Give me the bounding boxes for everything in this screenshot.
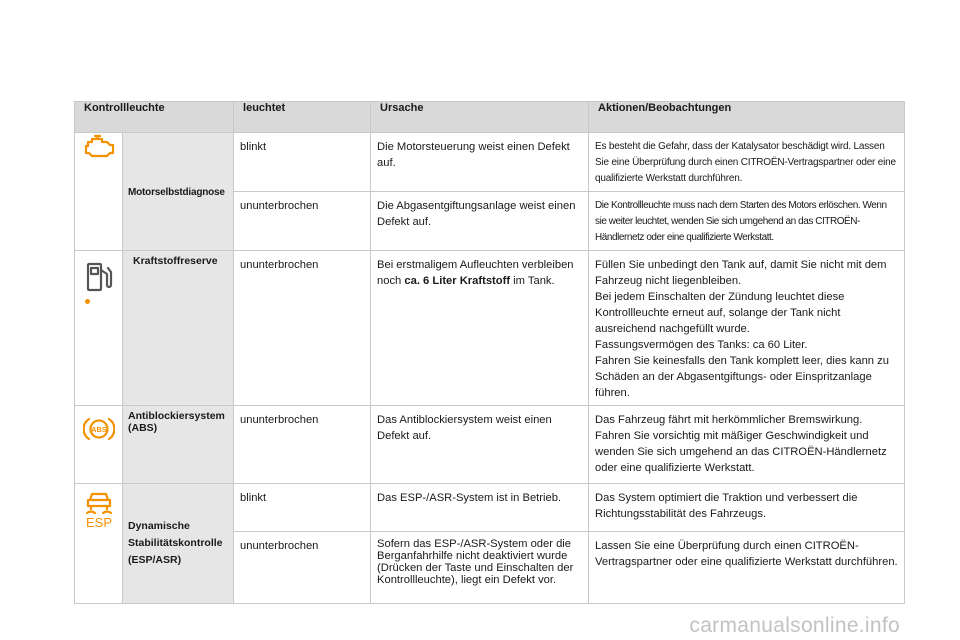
table-row <box>75 133 905 192</box>
state-cell: ununterbrochen <box>234 251 371 406</box>
esp-icon-cell <box>75 484 123 604</box>
esp-icon-label: ESP <box>85 515 112 528</box>
abs-icon-cell <box>75 406 123 484</box>
cause-cell: Die Motorsteuerung weist einen Defekt auf. <box>371 133 589 192</box>
name-abs: Antiblockiersystem (ABS) <box>123 406 234 484</box>
action-cell: Es besteht die Gefahr, dass der Katalysator beschädigt wird. Lassen Sie eine Überprüfung durch einen CITROËN-Vertragspartner oder eine qualifizierte Werkstatt durchführen. <box>589 133 905 192</box>
header-leuchtet: leuchtet <box>234 102 371 133</box>
engine-icon <box>82 133 116 161</box>
name-kraftstoffreserve: Kraftstoffreserve <box>123 251 234 406</box>
table-row <box>75 406 905 484</box>
watermark: carmanualsonline.info <box>689 614 900 637</box>
fuel-pump-icon-cell <box>75 251 123 406</box>
cause-cell: Das Antiblockiersystem weist einen Defekt auf. <box>371 406 589 484</box>
warning-lights-table <box>74 101 905 604</box>
state-cell: ununterbrochen <box>234 532 371 604</box>
action-cell: Lassen Sie eine Überprüfung durch einen CITROËN-Vertragspartner oder eine qualifizierte Werkstatt durchführen. <box>589 532 905 604</box>
header-aktionen: Aktionen/Beobachtungen <box>589 102 905 133</box>
cause-cell: Die Abgasentgiftungsanlage weist einen Defekt auf. <box>371 192 589 251</box>
abs-icon-label: ABS <box>90 425 107 434</box>
abs-icon <box>83 416 115 442</box>
reserve-dot-icon <box>85 299 90 304</box>
header-kontrollleuchte: Kontrollleuchte <box>75 102 234 133</box>
action-cell: Das Fahrzeug fährt mit herkömmlicher Bremswirkung. Fahren Sie vorsichtig mit mäßiger Geschwindigkeit und wenden Sie sich umgehend an das CITROËN-Händlernetz oder eine qualifizierte Werkstatt. <box>589 406 905 484</box>
name-esp: Dynamische Stabilitätskontrolle (ESP/ASR) <box>123 484 234 604</box>
state-cell: ununterbrochen <box>234 406 371 484</box>
engine-icon-cell <box>75 133 123 251</box>
name-motorselbstdiagnose: Motorselbstdiagnose <box>123 133 234 251</box>
cause-cell: Sofern das ESP-/ASR-System oder die Berganfahrhilfe nicht deaktiviert wurde (Drücken der Taste und Einschalten der Kontrollleuchte), liegt ein Defekt vor. <box>371 532 589 604</box>
action-cell: Die Kontrollleuchte muss nach dem Starten des Motors erlöschen. Wenn sie weiter leuchtet, wenden Sie sich umgehend an das CITROËN-Händlernetz oder eine qualifizierte Werkstatt. <box>589 192 905 251</box>
table-row <box>75 251 905 406</box>
state-cell: blinkt <box>234 484 371 532</box>
esp-icon <box>82 484 116 528</box>
state-cell: blinkt <box>234 133 371 192</box>
state-cell: ununterbrochen <box>234 192 371 251</box>
fuel-pump-icon <box>84 261 114 293</box>
action-cell: Füllen Sie unbedingt den Tank auf, damit Sie nicht mit dem Fahrzeug nicht liegenbleiben. Bei jedem Einschalten der Zündung leuchtet diese Kontrollleuchte erneut auf, solange der Tank nicht ausreichend nachgefüllt wurde. Fassungsvermögen des Tanks: ca 60 Liter. Fahren Sie keinesfalls den Tank komplett leer, dies kann zu Schäden an der Abgasentgiftungs- oder Einspritzanlage führen. <box>589 251 905 406</box>
header-ursache: Ursache <box>371 102 589 133</box>
cause-cell: Bei erstmaligem Aufleuchten verbleiben noch ca. 6 Liter Kraftstoff im Tank. <box>371 251 589 406</box>
action-cell: Das System optimiert die Traktion und verbessert die Richtungsstabilität des Fahrzeugs. <box>589 484 905 532</box>
table-row <box>75 484 905 532</box>
table-header-row <box>75 102 905 133</box>
cause-cell: Das ESP-/ASR-System ist in Betrieb. <box>371 484 589 532</box>
